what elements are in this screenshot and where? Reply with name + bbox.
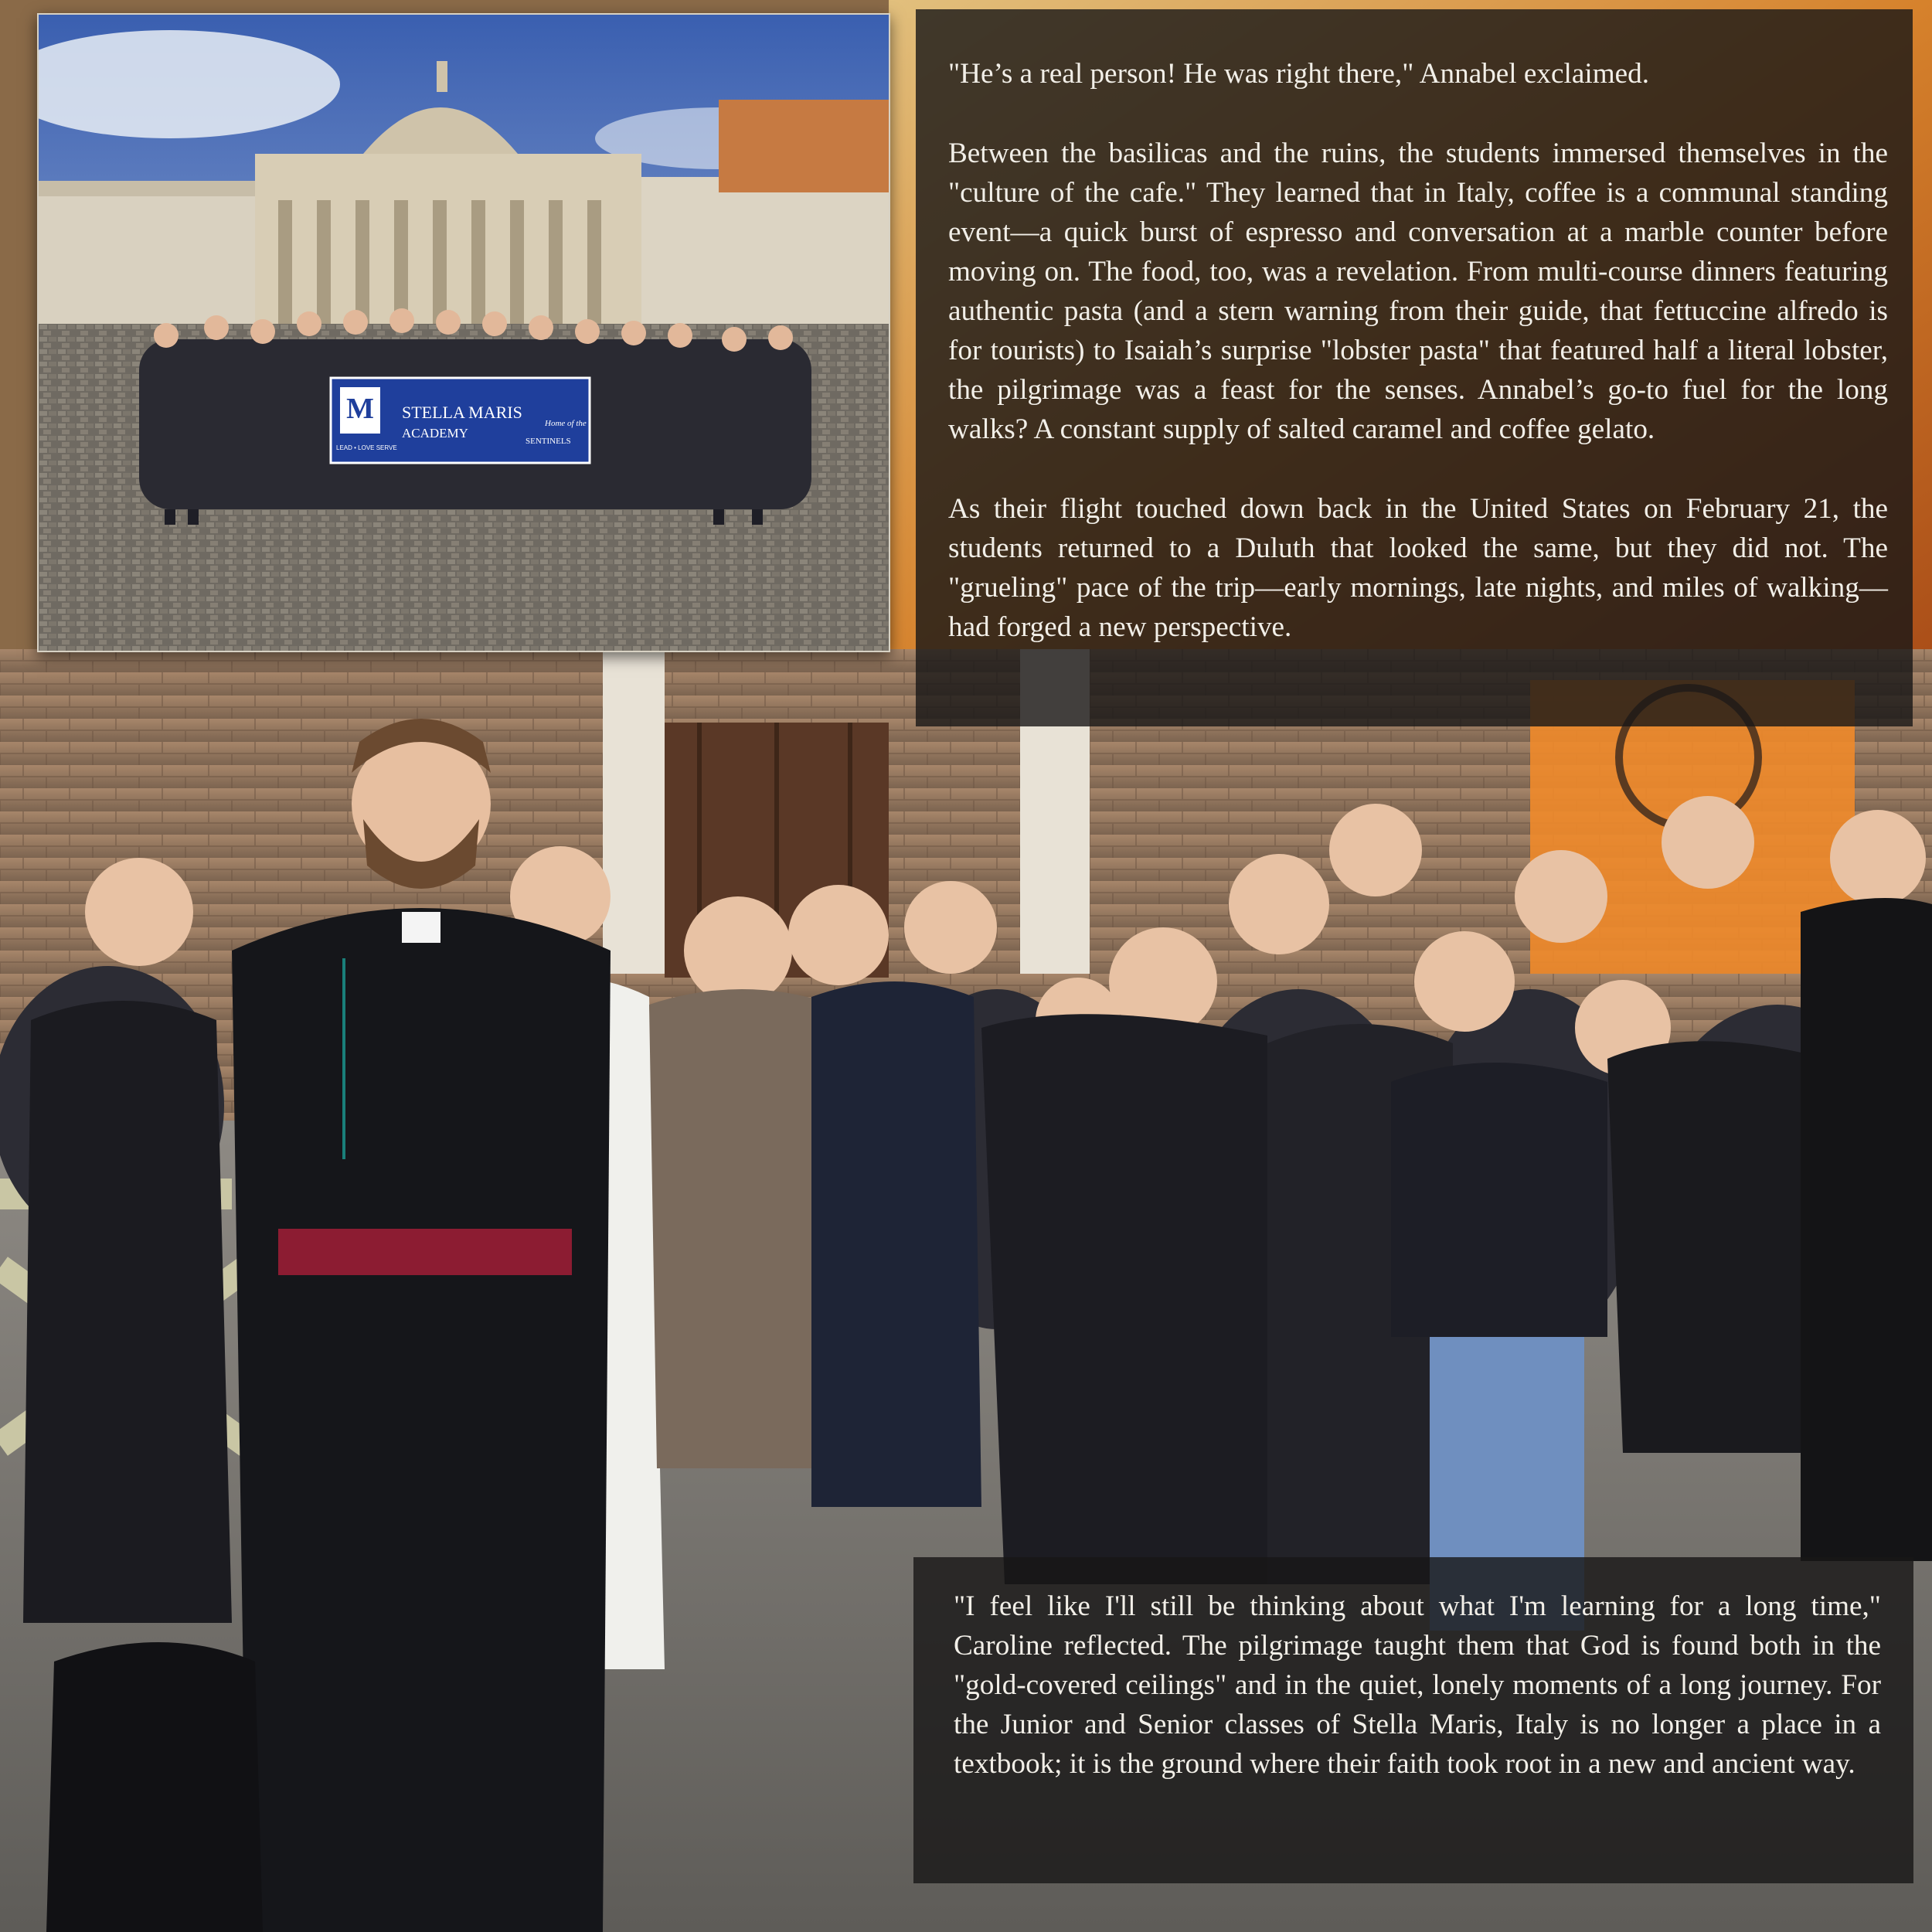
- inset-st-peters-photo: [37, 13, 890, 652]
- svg-text:M: M: [346, 393, 374, 425]
- banner-line2: ACADEMY: [402, 426, 468, 440]
- banner-script: Home of the: [545, 419, 587, 428]
- banner-script2: SENTINELS: [526, 437, 571, 446]
- article-text-panel-bottom: [913, 1557, 1913, 1883]
- article-paragraph: "I feel like I'll still be thinking about what I'm learning for a long time," Caroline reflected. The pilgrimage taught them that God is found both in the "gold-covered ceilings" and in the quiet, lonely moments of a long journey. For the Junior and Senior classes of Stella Maris, Italy is no longer a place in a textbook; it is the ground where their faith took root in a new and ancient way.: [954, 1590, 1881, 1780]
- banner-motto: LEAD • LOVE SERVE: [336, 444, 397, 451]
- article-text-panel-top: [916, 9, 1913, 726]
- article-paragraph: "He’s a real person! He was right there," Annabel exclaimed.: [948, 58, 1650, 90]
- article-paragraph: Between the basilicas and the ruins, the students immersed themselves in the "culture of the cafe." They learned that in Italy, coffee is a communal standing event—a quick burst of espresso and conversation at a marble counter before moving on. The food, too, was a revelation. From multi-course dinners featuring authentic pasta (and a stern warning from their guide, that fettuccine alfredo is for tourists) to Isaiah’s surprise "lobster pasta" that featured half a literal lobster, the pilgrimage was a feast for the senses. Annabel’s go-to fuel for the long walks? A constant supply of salted caramel and coffee gelato.: [948, 138, 1888, 445]
- stella-maris-banner: [331, 378, 590, 463]
- article-paragraph: As their flight touched down back in the United States on February 21, the students returned to a Duluth that looked the same, but they did not. The "grueling" pace of the trip—early mornings, late nights, and miles of walking—had forged a new perspective.: [948, 493, 1888, 643]
- banner-line1: STELLA MARIS: [402, 403, 522, 422]
